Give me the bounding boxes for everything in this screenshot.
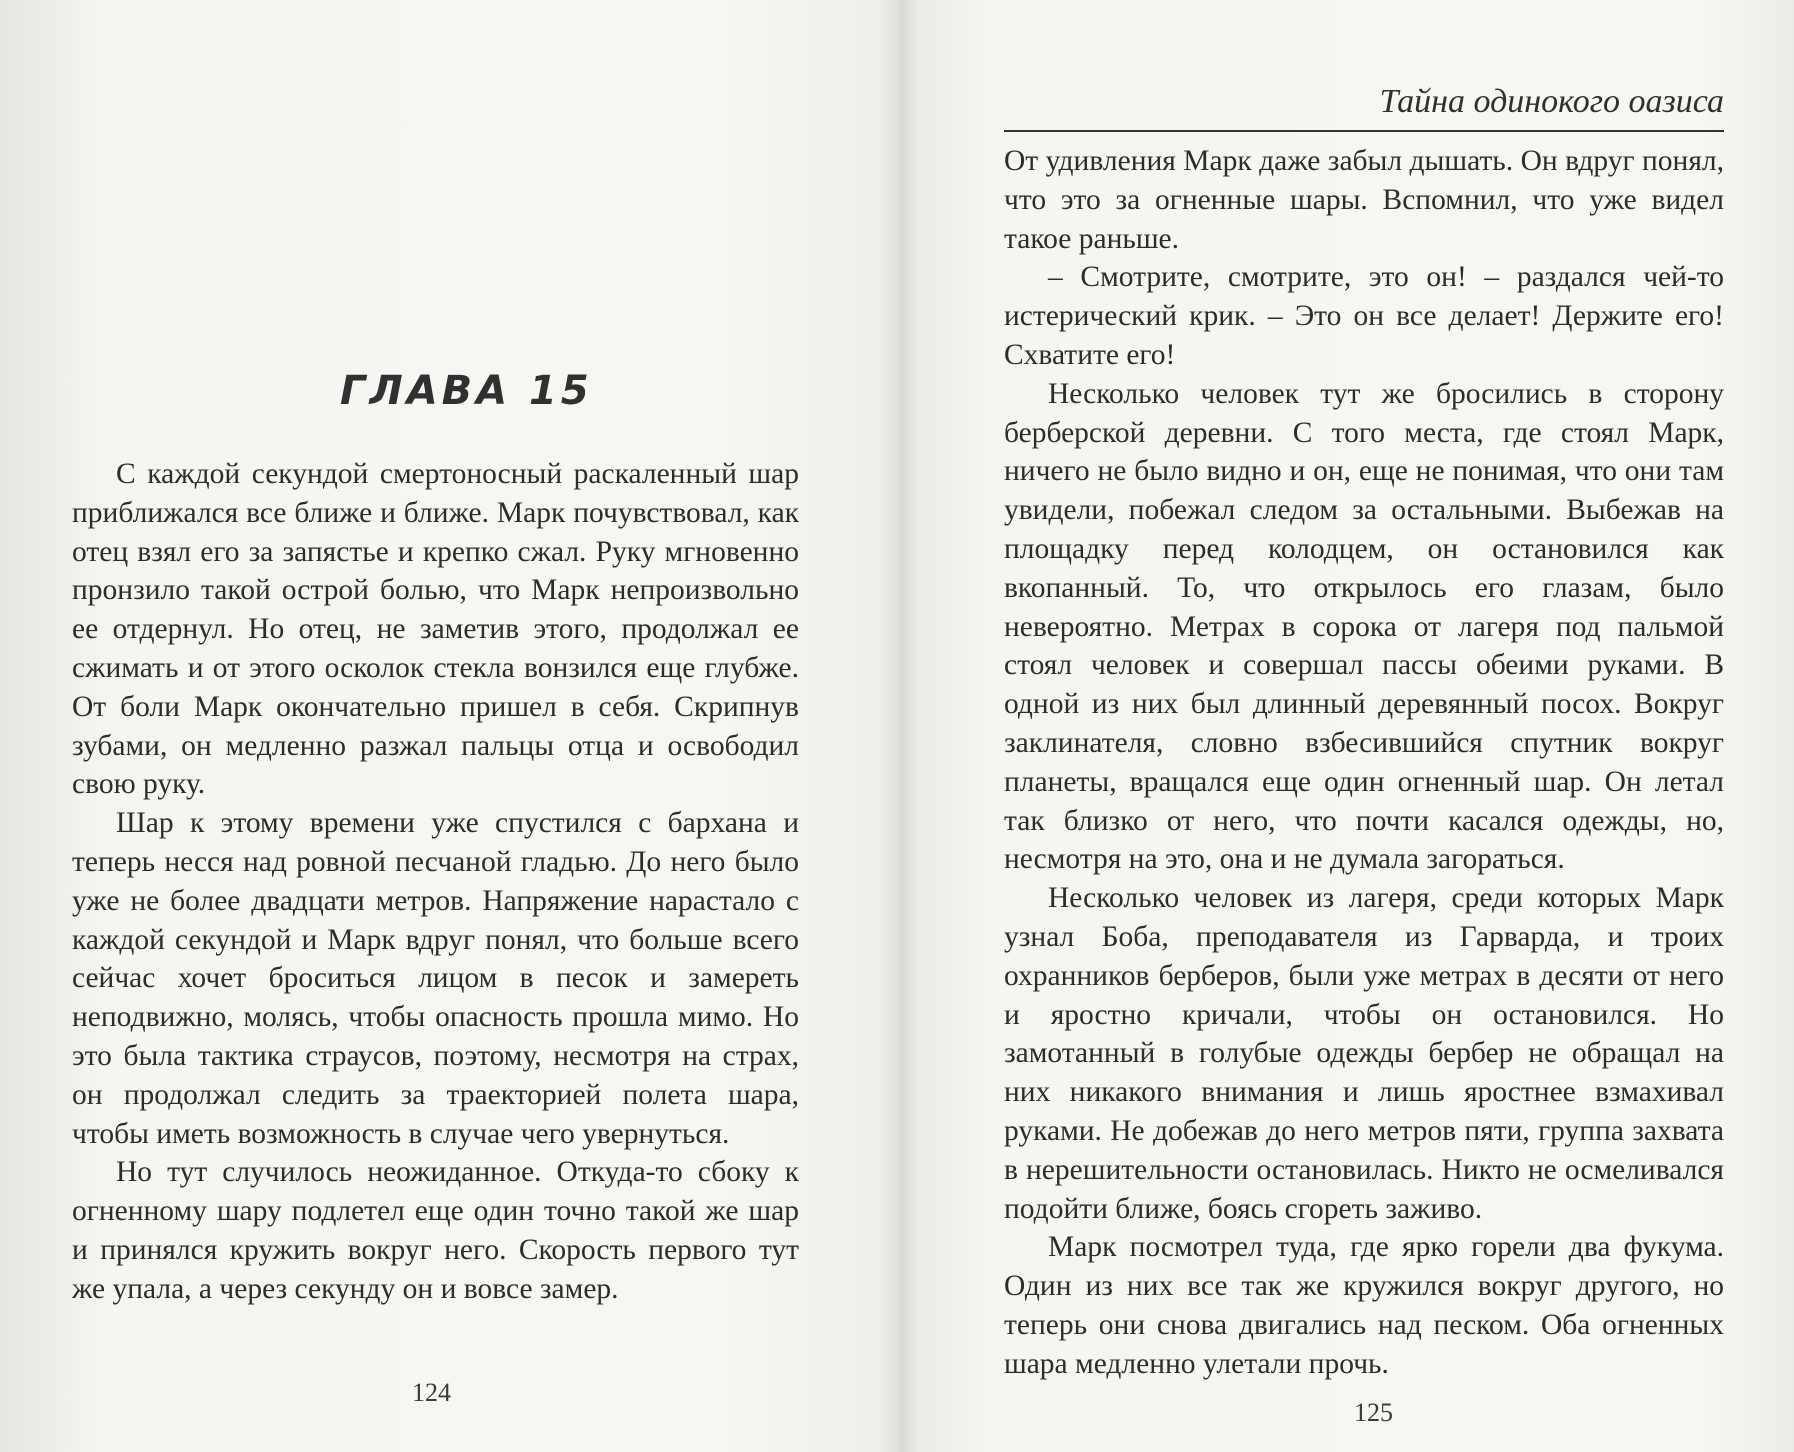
running-head-rule: [1004, 130, 1724, 132]
right-paragraph-4: Несколько человек из лагеря, среди которых Марк узнал Боба, преподавателя из Гарварда, и троих охранников берберов, были уже метрах в десяти от него и яростно кричали, чтобы он остановился. Но замотанный в голубые одежды бербер не обращал на них никакого внимания и лишь яростнее взмахивал руками. Не добежав до него метров пяти, группа захвата в нерешительности остановилась. Никто не осмеливался подойти ближе, боясь сгореть заживо.: [1004, 882, 1724, 1225]
right-page-text: [1004, 142, 1724, 1384]
right-paragraph-2: – Смотрите, смотрите, это он! – раздался чей-то истерический крик. – Это он все делает! Держите его! Схватите его!: [1004, 261, 1724, 371]
book-gutter: [880, 0, 920, 1452]
running-head: Тайна одинокого оазиса: [1379, 83, 1724, 120]
right-page-number: 125: [1354, 1398, 1393, 1427]
right-paragraph-1: От удивления Марк даже забыл дышать. Он вдруг понял, что это за огненные шары. Вспомнил, что уже видел такое раньше.: [1004, 145, 1724, 255]
chapter-title: ГЛАВА 15: [340, 368, 593, 414]
left-paragraph-1: С каждой секундой смертоносный раскаленный шар приближался все ближе и ближе. Марк почувствовал, как отец взял его за запястье и крепко сжал. Руку мгновенно пронзило такой острой болью, что Марк непроизвольно ее отдернул. Но отец, не заметив этого, продолжал ее сжимать и от этого осколок стекла вонзился еще глубже. От боли Марк окончательно пришел в себя. Скрипнув зубами, он медленно разжал пальцы отца и освободил свою руку.: [72, 458, 799, 801]
right-paragraph-5: Марк посмотрел туда, где ярко горели два фукума. Один из них все так же кружился вокруг другого, но теперь они снова двигались над песком. Оба огненных шара медленно улетали прочь.: [1004, 1231, 1724, 1380]
left-paragraph-2: Шар к этому времени уже спустился с бархана и теперь несся над ровной песчаной гладью. До него было уже не более двадцати метров. Напряжение нарастало с каждой секундой и Марк вдруг понял, что больше всего сейчас хочет броситься лицом в песок и замереть неподвижно, молясь, чтобы опасность прошла мимо. Но это была тактика страусов, поэтому, несмотря на страх, он продолжал следить за траекторией полета шара, чтобы иметь возможность в случае чего увернуться.: [72, 807, 799, 1150]
left-paragraph-3: Но тут случилось неожиданное. Откуда-то сбоку к огненному шару подлетел еще один точно такой же шар и принялся кружить вокруг него. Скорость первого тут же упала, а через секунду он и вовсе замер.: [72, 1156, 799, 1305]
right-paragraph-3: Несколько человек тут же бросились в сторону берберской деревни. С того места, где стоял Марк, ничего не было видно и он, еще не понимая, что они там увидели, побежал следом за остальными. Выбежав на площадку перед колодцем, он остановился как вкопанный. То, что открылось его глазам, было невероятно. Метрах в сорока от лагеря под пальмой стоял человек и совершал пассы обеими руками. В одной из них был длинный деревянный посох. Вокруг заклинателя, словно взбесившийся спутник вокруг планеты, вращался еще один огненный шар. Он летал так близко от него, что почти касался одежды, но, несмотря на это, она и не думала загораться.: [1004, 377, 1724, 876]
left-page-number: 124: [412, 1378, 451, 1407]
left-page-text: [72, 455, 799, 1309]
